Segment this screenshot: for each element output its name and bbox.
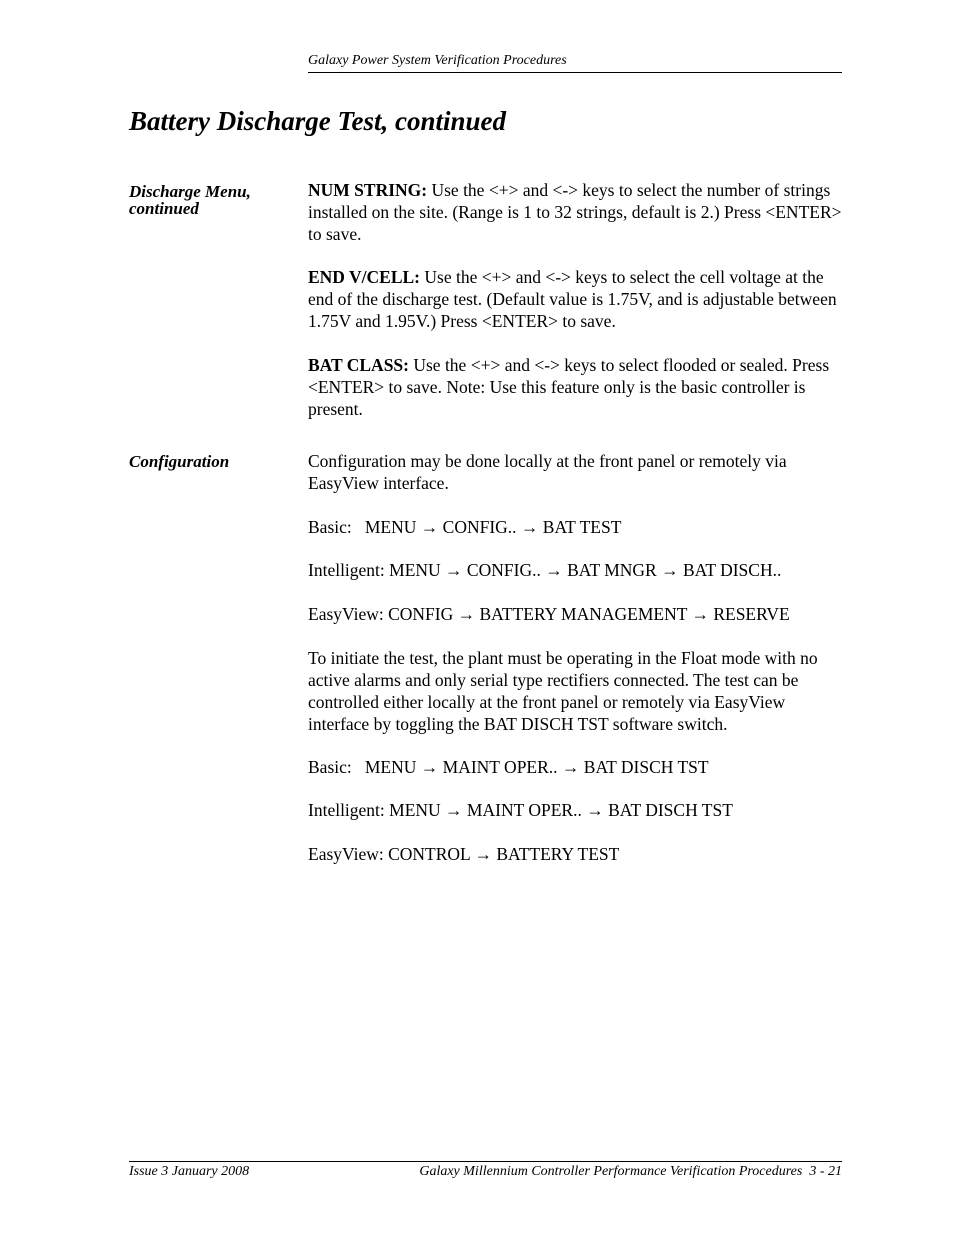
test-basic-path: Basic: MENU → MAINT OPER.. → BAT DISCH TST — [308, 757, 709, 777]
bat-class-paragraph — [308, 354, 848, 420]
num-string-paragraph — [308, 179, 848, 245]
bat-class-term: BAT CLASS: — [308, 355, 409, 375]
side-heading-discharge-menu-line2: continued — [129, 199, 199, 218]
side-heading-configuration: Configuration — [129, 452, 230, 471]
configuration-intro — [308, 450, 848, 494]
running-header-title: Galaxy Power System Verification Procedures — [308, 53, 567, 68]
end-vcell-paragraph — [308, 266, 848, 332]
config-easyview-path: EasyView: CONFIG → BATTERY MANAGEMENT → RESERVE — [308, 604, 790, 624]
initiate-test-text: To initiate the test, the plant must be operating in the Float mode with no active alarms and only serial type rectifiers connected. The test can be controlled either locally at the front panel or remotely via EasyView interface by toggling the BAT DISCH TST software switch. — [308, 648, 818, 734]
num-string-text: Use the <+> and <-> keys to select the number of strings installed on the site. (Range is 1 to 32 strings, default is 2.) Press <ENTER> to save. — [308, 180, 842, 244]
page-title: Battery Discharge Test, continued — [129, 106, 507, 136]
config-basic-path: Basic: MENU → CONFIG.. → BAT TEST — [308, 517, 622, 537]
end-vcell-term: END V/CELL: — [308, 267, 420, 287]
end-vcell-text: Use the <+> and <-> keys to select the cell voltage at the end of the discharge test. (Default value is 1.75V, and is adjustable between 1.75V and 1.95V.) Press <ENTER> to save. — [308, 267, 837, 331]
initiate-test-paragraph — [308, 647, 848, 735]
footer-document-page: Galaxy Millennium Controller Performance Verification Procedures 3 - 21 — [419, 1164, 842, 1179]
configuration-intro-text: Configuration may be done locally at the front panel or remotely via EasyView interface. — [308, 451, 787, 493]
num-string-term: NUM STRING: — [308, 180, 428, 200]
running-header — [308, 52, 842, 73]
config-intelligent-path: Intelligent: MENU → CONFIG.. → BAT MNGR → BAT DISCH.. — [308, 560, 782, 580]
test-intelligent-path: Intelligent: MENU → MAINT OPER.. → BAT DISCH TST — [308, 800, 733, 820]
test-easyview-path: EasyView: CONTROL → BATTERY TEST — [308, 844, 620, 864]
side-heading-discharge-menu — [129, 183, 299, 217]
running-footer — [129, 1161, 842, 1181]
bat-class-text: Use the <+> and <-> keys to select flooded or sealed. Press <ENTER> to save. Note: Use this feature only is the basic controller is present. — [308, 355, 830, 419]
footer-issue-date: Issue 3 January 2008 — [129, 1164, 250, 1179]
side-heading-discharge-menu-line1: Discharge Menu, — [129, 182, 251, 201]
